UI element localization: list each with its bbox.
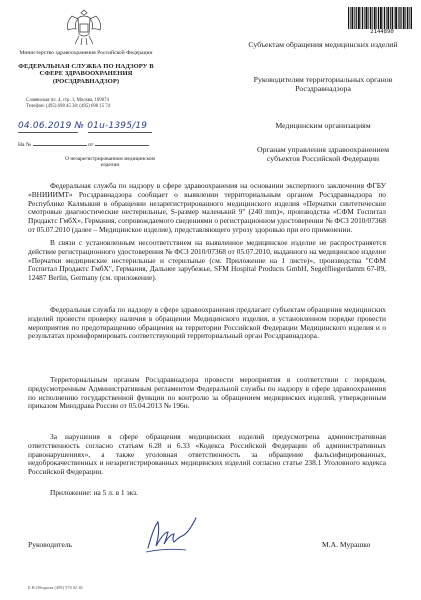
signer-name: М.А. Мурашко bbox=[322, 540, 371, 549]
phone-line: Телефон: (495) 698 45 38; (495) 698 15 74 bbox=[26, 104, 111, 109]
body-paragraph: Территориальным органам Росздравнадзора провести мероприятия в соответствии с порядком, предусмотренным Административным регламентом Федеральной службы по надзору в сфере здравоохранения по исполнению государственной функции по контролю за обращением медицинских изделий, утвержденным приказом Минздрава России от 05.04.2013 № 196н. bbox=[28, 375, 386, 411]
addressee: Медицинским организациям bbox=[275, 121, 371, 130]
address-line: Славянская пл. 4, стр. 1, Москва, 109074 bbox=[26, 98, 109, 103]
executor-contact: Е.В.Обедкова (499) 578 02 38 bbox=[28, 585, 83, 590]
addressee: Субъектам обращения медицинских изделий bbox=[248, 40, 398, 49]
addressee: Руководителям территориальных органов Росздравнадзора bbox=[253, 75, 393, 94]
body-paragraph: Федеральная служба по надзору в сфере здравоохранения на основании экспертного заключения ФГБУ «ВНИИИМТ» Росздравнадзора сообщает о выявлении территориальным органом Росздравнадзора по Республике Калмыкия в обращении незарегистрированного медицинского изделия «Перчатки синтетические смотровые диагностические нестерильные, S-размер маленький 9" (240 mm)», производства «СФМ Госпитал Продактс ГмбХ», Германия, сопровождаемого сведениями о регистрационном удостоверении № ФСЗ 2010/07368 от 05.07.2010 (далее – Медицинское изделие), представляющего угрозу здоровью при его применении. bbox=[28, 181, 386, 234]
handwritten-signature-icon bbox=[142, 514, 202, 558]
body-paragraph: В связи с установленным несоответствием на выявленное медицинское изделие не распространяется действие регистрационного удостоверения № ФСЗ 2010/07368 от 05.07.2010, выданного на медицинское изделие «Перчатки медицинские нестерильные и стерильные (см. Приложение на 1 листе)», производства "СФМ Госпитал Продактс ГмбХ", Германия, Дальнее зарубежье, SFM Hospital Products GmbH, Segelfliegerdamm 67-89, 12487 Berlin, Germany (см. приложение). bbox=[28, 238, 386, 282]
reference-line bbox=[18, 140, 158, 148]
reference-prefix: На № bbox=[18, 142, 32, 148]
barcode-number: 2144890 bbox=[370, 29, 394, 35]
address-block bbox=[26, 98, 166, 110]
outgoing-number: 04.06.2019 № 01u-1395/19 bbox=[18, 121, 148, 131]
signer-position: Руководитель bbox=[28, 540, 73, 549]
body-paragraph: За нарушения в сфере обращения медицинских изделий предусмотрена административная ответственность согласно статьям 6.28 и 6.33 «Кодекса Российской Федерации об административных правонарушениях», а также уголовная ответственность за обращение фальсифицированных, недоброкачественных и незарегистрированных медицинских изделий согласно статье 238.1 Уголовного кодекса Российской Федерации. bbox=[28, 432, 386, 476]
reference-blank bbox=[33, 140, 87, 146]
divider bbox=[88, 132, 152, 133]
body-paragraph: Федеральная служба по надзору в сфере здравоохранения предлагает субъектам обращения медицинских изделий провести проверку наличия в обращении Медицинского изделия, в установленном порядке провести мероприятия по предотвращению обращения на территории Российской Федерации Медицинского изделия и о результатах проинформировать соответствующий территориальный орган Росздравнадзора. bbox=[28, 305, 386, 341]
ministry-name: Министерство здравоохранения Российской Федерации bbox=[19, 50, 153, 56]
reference-from: от bbox=[88, 142, 94, 148]
coat-of-arms-emblem-icon bbox=[62, 6, 106, 48]
service-name: ФЕДЕРАЛЬНАЯ СЛУЖБА ПО НАДЗОРУ В СФЕРЕ ЗДРАВООХРАНЕНИЯ (РОСЗДРАВНАДЗОР) bbox=[18, 63, 154, 85]
divider bbox=[18, 132, 78, 133]
attachment-note: Приложение: на 5 л. в 1 экз. bbox=[50, 488, 138, 497]
reference-date-blank bbox=[95, 140, 149, 146]
letter-subject: О незарегистрированном медицинском изделии bbox=[65, 156, 155, 169]
barcode-icon bbox=[348, 7, 412, 29]
addressee: Органам управления здравоохранением субъектов Российской Федерации bbox=[256, 145, 390, 164]
